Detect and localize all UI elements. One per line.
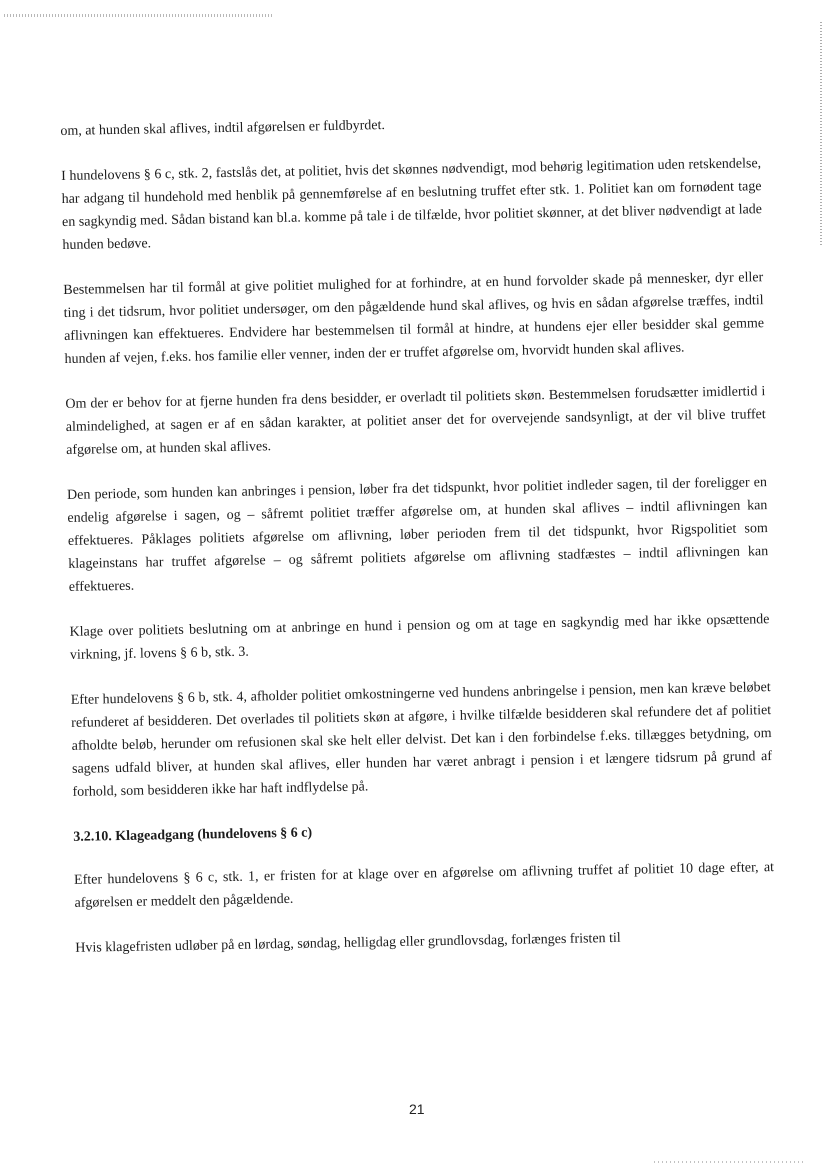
paragraph-purpose: Bestemmelsen har til formål at give politiet mulighed for at forhindre, at en hund forvolder skade på mennesker, dyr eller ting i det tidsrum, hvor politiet undersøger, om den pågældende hund skal aflives, og hvis en sådan afgørelse træffes, indtil aflivningen kan effektueres. Endvidere har bestemmelsen til formål at hindre, at hundens ejer eller besidder skal gemme hunden af vejen, f.eks. hos familie eller venner, inden der er truffet afgørelse om, hvorvidt hunden skal aflives. — [63, 270, 765, 367]
scan-edge-top — [4, 14, 272, 17]
paragraph-removal-need: Om der er behov for at fjerne hunden fra dens besidder, er overladt til politiets skøn. Bestemmelsen forudsætter imidlertid i almindelighed, at sagen er af en sådan karakter, at politiet anser det for overvejende sandsynligt, at der vil blive truffet afgørelse om, at hunden skal aflives. — [65, 384, 766, 458]
page-number: 21 — [409, 1101, 425, 1117]
paragraph-pension-period: Den periode, som hunden kan anbringes i pension, løber fra det tidspunkt, hvor politiet indleder sagen, til der foreligger en endelig afgørelse i sagen, og – såfremt politiet træffer afgørelse om, at hunden skal aflives – indtil aflivningen kan effektueres. Påklages politiets afgørelse om aflivning, løber perioden frem til det tidspunkt, hvor Rigspolitiet som klageinstans har truffet afgørelse – og såfremt politiets afgørelse om aflivning stadfæstes – indtil aflivningen kan effektueres. — [66, 475, 769, 595]
paragraph-access-rights: I hundelovens § 6 c, stk. 2, fastslås det, at politiet, hvis det skønnes nødvendigt, mod behørig legitimation uden retskendelse, har adgang til hundehold med henblik på gennemførelse af en beslutning truffet efter stk. 1. Politiet kan om fornødent tage en sagkyndig med. Sådan bistand kan bl.a. komme på tale i de tilfælde, hvor politiet skønner, at det bliver nødvendigt at lade hunden bedøve. — [61, 156, 763, 253]
paragraph-deadline-extension: Hvis klagefristen udløber på en lørdag, søndag, helligdag eller grundlovsdag, forlænges fristen til — [75, 930, 621, 956]
section-heading: 3.2.10. Klageadgang (hundelovens § 6 c) — [73, 825, 313, 845]
paragraph-continuation: om, at hunden skal aflives, indtil afgørelsen er fuldbyrdet. — [60, 118, 386, 139]
document-page — [60, 97, 776, 982]
paragraph-complaint-deadline: Efter hundelovens § 6 c, stk. 1, er fristen for at klage over en afgørelse om aflivning truffet af politiet 10 dage efter, at afgørelsen er meddelt den pågældende. — [73, 860, 775, 911]
paragraph-costs: Efter hundelovens § 6 b, stk. 4, afholder politiet omkostningerne ved hundens anbringelse i pension, men kan kræve beløbet refunderet af besidderen. Det overlades til politiets skøn at afgøre, i hvilke tilfælde besidderen skal refundere det af politiet afholdte beløb, herunder om refusionen skal ske helt eller delvist. Det kan i den forbindelse f.eks. tillægges betydning, om sagens udfald bliver, at hunden skal aflives, eller hunden har været anbragt i pension i et længere tidsrum på grund af forhold, som besidderen ikke har haft indflydelse på. — [70, 680, 773, 800]
scan-edge-right — [820, 22, 822, 247]
paragraph-complaint-effect: Klage over politiets beslutning om at anbringe en hund i pension og om at tage en sagkyndig med har ikke opsættende virkning, jf. lovens § 6 b, stk. 3. — [69, 612, 770, 663]
scan-edge-bottom — [654, 1161, 804, 1163]
